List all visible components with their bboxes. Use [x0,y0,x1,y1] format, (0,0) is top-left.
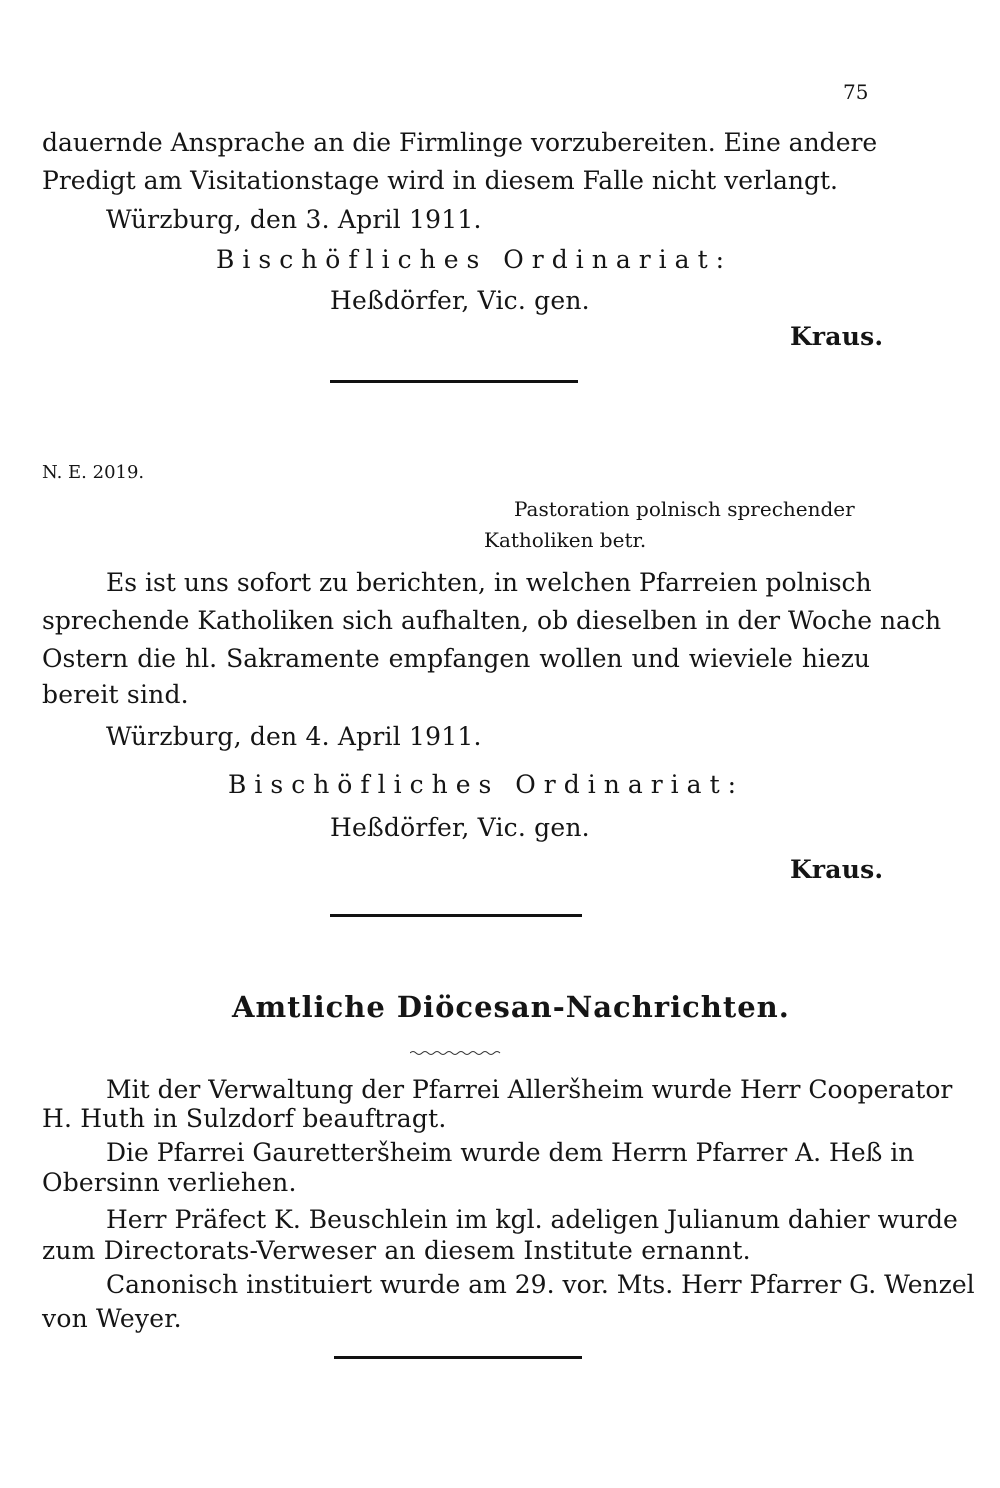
section2-date: Würzburg, den 4. April 1911. [106,722,482,751]
separator-rule-1 [330,380,578,383]
section3-heading: Amtliche Diöcesan-Nachrichten. [232,990,790,1024]
section1-vicar: Heßdörfer, Vic. gen. [330,286,590,315]
separator-rule-2 [330,914,582,917]
section2-ordinariat: Bischöfliches Ordinariat: [228,770,745,799]
section2-line2: sprechende Katholiken sich aufhalten, ob dieselben in der Woche nach [42,606,942,635]
section2-signatory: Kraus. [790,855,884,884]
section2-line3: Ostern die hl. Sakramente empfangen wollen und wieviele hiezu [42,644,870,673]
section1-line1: dauernde Ansprache an die Firmlinge vorzubereiten. Eine andere [42,128,878,157]
section1-date: Würzburg, den 3. April 1911. [106,205,482,234]
section3-p2-line1: Die Pfarrei Gauretteršheim wurde dem Herrn Pfarrer A. Heß in [106,1138,915,1167]
section1-ordinariat: Bischöfliches Ordinariat: [216,245,733,274]
section3-p4-line1: Canonisch instituiert wurde am 29. vor. Mts. Herr Pfarrer G. Wenzel [106,1270,975,1299]
section2-vicar: Heßdörfer, Vic. gen. [330,813,590,842]
subject-line-1: Pastoration polnisch sprechender [514,497,855,521]
section1-line2: Predigt am Visitationstage wird in diesem Falle nicht verlangt. [42,166,838,195]
section3-p1-line2: H. Huth in Sulzdorf beauftragt. [42,1104,447,1133]
reference-number: N. E. 2019. [42,462,145,483]
subject-line-2: Katholiken betr. [484,528,647,552]
ornament-divider [410,1050,502,1056]
section3-p2-line2: Obersinn verliehen. [42,1168,297,1197]
section3-p4-line2: von Weyer. [42,1304,182,1333]
section3-p1-line1: Mit der Verwaltung der Pfarrei Alleršheim wurde Herr Cooperator [106,1075,953,1104]
section1-signatory: Kraus. [790,322,884,351]
section2-line4: bereit sind. [42,680,189,709]
section3-p3-line1: Herr Präfect K. Beuschlein im kgl. adeligen Julianum dahier wurde [106,1205,958,1234]
section2-line1: Es ist uns sofort zu berichten, in welchen Pfarreien polnisch [106,568,872,597]
page-number: 75 [843,80,869,104]
section3-p3-line2: zum Directorats-Verweser an diesem Institute ernannt. [42,1236,751,1265]
separator-rule-3 [334,1356,582,1359]
